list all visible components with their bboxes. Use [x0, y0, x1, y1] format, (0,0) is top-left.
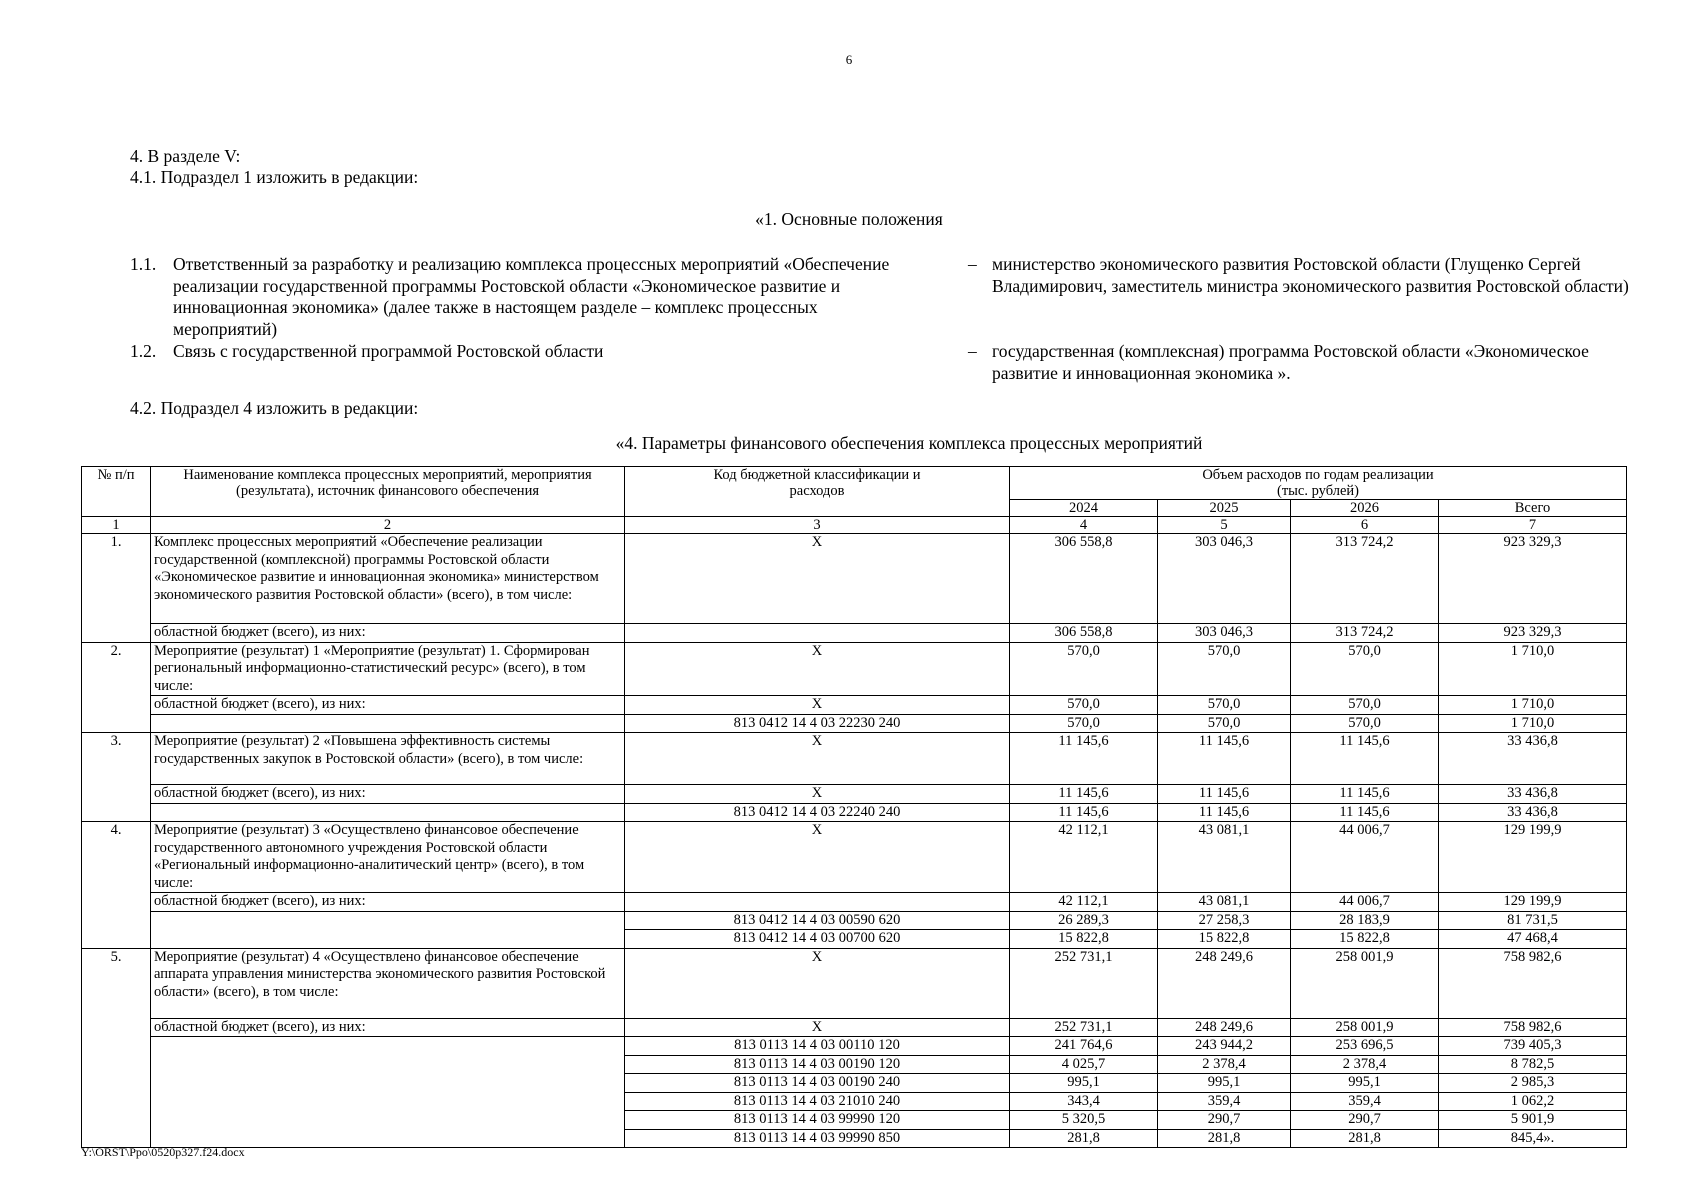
year-value: 15 822,8 — [1010, 930, 1158, 949]
budget-code: 813 0113 14 4 03 00190 120 — [625, 1055, 1010, 1074]
year-value: 303 046,3 — [1158, 624, 1291, 643]
budget-code: X — [625, 642, 1010, 696]
budget-code: X — [625, 1018, 1010, 1037]
column-number: 7 — [1439, 517, 1627, 534]
provision-item-1-1 — [130, 254, 1630, 339]
item-value: государственная (комплексная) программа Ростовской области «Экономическое развитие и инновационная экономика ». — [992, 341, 1589, 383]
total-value: 758 982,6 — [1439, 1018, 1627, 1037]
budget-code: 813 0113 14 4 03 99990 120 — [625, 1111, 1010, 1130]
total-value: 129 199,9 — [1439, 822, 1627, 893]
year-value: 11 145,6 — [1291, 803, 1439, 822]
item-dash: – — [968, 341, 977, 361]
financial-table — [81, 466, 1627, 1148]
total-value: 33 436,8 — [1439, 803, 1627, 822]
header-total: Всего — [1439, 500, 1627, 517]
budget-code: X — [625, 696, 1010, 715]
header-year: 2024 — [1010, 500, 1158, 517]
subsection-4-intro: 4.2. Подраздел 4 изложить в редакции: — [130, 398, 419, 418]
year-value: 313 724,2 — [1291, 534, 1439, 624]
year-value: 290,7 — [1291, 1111, 1439, 1130]
budget-code: 813 0113 14 4 03 00110 120 — [625, 1037, 1010, 1056]
total-value: 47 468,4 — [1439, 930, 1627, 949]
year-value: 42 112,1 — [1010, 822, 1158, 893]
year-value: 43 081,1 — [1158, 822, 1291, 893]
year-value: 570,0 — [1158, 714, 1291, 733]
year-value: 44 006,7 — [1291, 893, 1439, 912]
header-volume: Объем расходов по годам реализации (тыс. рублей) — [1010, 467, 1627, 500]
year-value: 5 320,5 — [1010, 1111, 1158, 1130]
empty-cell — [151, 803, 625, 822]
total-value: 758 982,6 — [1439, 948, 1627, 1018]
year-value: 306 558,8 — [1010, 624, 1158, 643]
total-value: 739 405,3 — [1439, 1037, 1627, 1056]
total-value: 923 329,3 — [1439, 624, 1627, 643]
activity-title: Мероприятие (результат) 4 «Осуществлено финансовое обеспечение аппарата управления министерства экономического развития Ростовской области» (всего), в том числе: — [151, 948, 625, 1018]
budget-code: 813 0412 14 4 03 22240 240 — [625, 803, 1010, 822]
detail-row — [82, 1037, 1627, 1056]
budget-source-label: областной бюджет (всего), из них: — [151, 624, 625, 643]
total-value: 81 731,5 — [1439, 911, 1627, 930]
budget-source-label: областной бюджет (всего), из них: — [151, 1018, 625, 1037]
total-value: 33 436,8 — [1439, 733, 1627, 785]
item-number: 1.2. — [130, 341, 157, 361]
header-year: 2025 — [1158, 500, 1291, 517]
year-value: 11 145,6 — [1158, 733, 1291, 785]
total-value: 923 329,3 — [1439, 534, 1627, 624]
year-value: 995,1 — [1158, 1074, 1291, 1093]
year-value: 281,8 — [1291, 1129, 1439, 1148]
year-value: 11 145,6 — [1010, 785, 1158, 804]
year-value: 44 006,7 — [1291, 822, 1439, 893]
heading-basic-provisions: «1. Основные положения — [755, 209, 943, 229]
year-value: 253 696,5 — [1291, 1037, 1439, 1056]
column-numbers-row — [82, 517, 1627, 534]
year-value: 570,0 — [1010, 642, 1158, 696]
budget-code: 813 0113 14 4 03 00190 240 — [625, 1074, 1010, 1093]
subsection-1-intro: 4.1. Подраздел 1 изложить в редакции: — [130, 167, 419, 187]
item-value: министерство экономического развития Ростовской области (Глущенко Сергей Владимирович, заместитель министра экономического развития Ростовской области) — [992, 254, 1629, 296]
budget-code: X — [625, 822, 1010, 893]
row-number: 4. — [82, 822, 151, 949]
year-value: 11 145,6 — [1010, 803, 1158, 822]
year-value: 248 249,6 — [1158, 948, 1291, 1018]
item-text: Ответственный за разработку и реализацию комплекса процессных мероприятий «Обеспечение реализации государственной программы Ростовской области «Экономическое развитие и инновационная экономика» (далее также в настоящем разделе – комплекс процессных мероприятий) — [173, 254, 890, 339]
year-value: 252 731,1 — [1010, 948, 1158, 1018]
row-number: 2. — [82, 642, 151, 733]
budget-source-label: областной бюджет (всего), из них: — [151, 696, 625, 715]
year-value: 570,0 — [1158, 696, 1291, 715]
budget-code — [625, 624, 1010, 643]
year-value: 2 378,4 — [1291, 1055, 1439, 1074]
year-value: 313 724,2 — [1291, 624, 1439, 643]
year-value: 2 378,4 — [1158, 1055, 1291, 1074]
budget-row — [82, 893, 1627, 912]
row-number: 3. — [82, 733, 151, 822]
page-number: 6 — [845, 52, 853, 67]
total-value: 1 062,2 — [1439, 1092, 1627, 1111]
activity-title: Мероприятие (результат) 1 «Мероприятие (результат) 1. Сформирован региональный информационно-статистический ресурс» (всего), в том числе: — [151, 642, 625, 696]
item-text: Связь с государственной программой Ростовской области — [173, 341, 604, 361]
budget-row — [82, 785, 1627, 804]
budget-code: 813 0412 14 4 03 00590 620 — [625, 911, 1010, 930]
year-value: 570,0 — [1291, 642, 1439, 696]
section-v-intro: 4. В разделе V: — [130, 146, 241, 166]
year-value: 359,4 — [1158, 1092, 1291, 1111]
budget-code: 813 0113 14 4 03 99990 850 — [625, 1129, 1010, 1148]
row-number: 5. — [82, 948, 151, 1148]
budget-code: X — [625, 785, 1010, 804]
budget-code — [625, 893, 1010, 912]
detail-row — [82, 803, 1627, 822]
budget-source-label: областной бюджет (всего), из них: — [151, 785, 625, 804]
total-value: 1 710,0 — [1439, 642, 1627, 696]
year-value: 42 112,1 — [1010, 893, 1158, 912]
year-value: 258 001,9 — [1291, 948, 1439, 1018]
column-number: 4 — [1010, 517, 1158, 534]
year-value: 26 289,3 — [1010, 911, 1158, 930]
header-year: 2026 — [1291, 500, 1439, 517]
year-value: 15 822,8 — [1291, 930, 1439, 949]
total-value: 1 710,0 — [1439, 696, 1627, 715]
year-value: 241 764,6 — [1010, 1037, 1158, 1056]
budget-row — [82, 696, 1627, 715]
year-value: 995,1 — [1010, 1074, 1158, 1093]
year-value: 570,0 — [1010, 714, 1158, 733]
year-value: 281,8 — [1158, 1129, 1291, 1148]
total-value: 33 436,8 — [1439, 785, 1627, 804]
year-value: 570,0 — [1010, 696, 1158, 715]
budget-code: X — [625, 534, 1010, 624]
year-value: 11 145,6 — [1291, 785, 1439, 804]
column-number: 6 — [1291, 517, 1439, 534]
year-value: 359,4 — [1291, 1092, 1439, 1111]
year-value: 570,0 — [1291, 714, 1439, 733]
activity-row — [82, 534, 1627, 624]
year-value: 258 001,9 — [1291, 1018, 1439, 1037]
total-value: 845,4». — [1439, 1129, 1627, 1148]
total-value: 1 710,0 — [1439, 714, 1627, 733]
activity-title: Мероприятие (результат) 2 «Повышена эффективность системы государственных закупок в Ростовской области» (всего), в том числе: — [151, 733, 625, 785]
year-value: 252 731,1 — [1010, 1018, 1158, 1037]
budget-code: 813 0113 14 4 03 21010 240 — [625, 1092, 1010, 1111]
empty-cell — [151, 911, 625, 948]
header-code: Код бюджетной классификации и расходов — [625, 467, 1010, 517]
budget-source-label: областной бюджет (всего), из них: — [151, 893, 625, 912]
column-number: 2 — [151, 517, 625, 534]
file-path-footer: Y:\ORST\Ppo\0520p327.f24.docx — [81, 1145, 245, 1159]
year-value: 248 249,6 — [1158, 1018, 1291, 1037]
activity-row — [82, 642, 1627, 696]
empty-cell — [151, 714, 625, 733]
total-value: 2 985,3 — [1439, 1074, 1627, 1093]
item-number: 1.1. — [130, 254, 157, 274]
row-number: 1. — [82, 534, 151, 643]
year-value: 11 145,6 — [1158, 803, 1291, 822]
year-value: 306 558,8 — [1010, 534, 1158, 624]
year-value: 290,7 — [1158, 1111, 1291, 1130]
detail-row — [82, 714, 1627, 733]
year-value: 343,4 — [1010, 1092, 1158, 1111]
header-name: Наименование комплекса процессных мероприятий, мероприятия (результата), источник финансового обеспечения — [151, 467, 625, 517]
year-value: 27 258,3 — [1158, 911, 1291, 930]
activity-row — [82, 822, 1627, 893]
provision-item-1-2 — [130, 341, 1630, 385]
item-dash: – — [968, 254, 977, 274]
budget-code: 813 0412 14 4 03 22230 240 — [625, 714, 1010, 733]
year-value: 28 183,9 — [1291, 911, 1439, 930]
column-number: 5 — [1158, 517, 1291, 534]
budget-code: X — [625, 733, 1010, 785]
empty-cell — [151, 1037, 625, 1148]
column-number: 1 — [82, 517, 151, 534]
year-value: 570,0 — [1291, 696, 1439, 715]
year-value: 570,0 — [1158, 642, 1291, 696]
year-value: 15 822,8 — [1158, 930, 1291, 949]
year-value: 11 145,6 — [1010, 733, 1158, 785]
detail-row — [82, 911, 1627, 930]
budget-code: X — [625, 948, 1010, 1018]
budget-row — [82, 624, 1627, 643]
total-value: 8 782,5 — [1439, 1055, 1627, 1074]
activity-title: Комплекс процессных мероприятий «Обеспечение реализации государственной (комплексной) программы Ростовской области «Экономическое развитие и инновационная экономика» министерством экономического развития Ростовской области» (всего), в том числе: — [151, 534, 625, 624]
budget-row — [82, 1018, 1627, 1037]
budget-code: 813 0412 14 4 03 00700 620 — [625, 930, 1010, 949]
year-value: 995,1 — [1291, 1074, 1439, 1093]
activity-row — [82, 948, 1627, 1018]
year-value: 11 145,6 — [1291, 733, 1439, 785]
activity-row — [82, 733, 1627, 785]
year-value: 243 944,2 — [1158, 1037, 1291, 1056]
heading-financial-parameters: «4. Параметры финансового обеспечения комплекса процессных мероприятий — [615, 433, 1203, 453]
year-value: 11 145,6 — [1158, 785, 1291, 804]
year-value: 281,8 — [1010, 1129, 1158, 1148]
total-value: 5 901,9 — [1439, 1111, 1627, 1130]
column-number: 3 — [625, 517, 1010, 534]
activity-title: Мероприятие (результат) 3 «Осуществлено финансовое обеспечение государственного автономного учреждения Ростовской области «Региональный информационно-аналитический центр» (всего), в том числе: — [151, 822, 625, 893]
year-value: 4 025,7 — [1010, 1055, 1158, 1074]
total-value: 129 199,9 — [1439, 893, 1627, 912]
header-number: № п/п — [82, 467, 151, 517]
year-value: 303 046,3 — [1158, 534, 1291, 624]
year-value: 43 081,1 — [1158, 893, 1291, 912]
